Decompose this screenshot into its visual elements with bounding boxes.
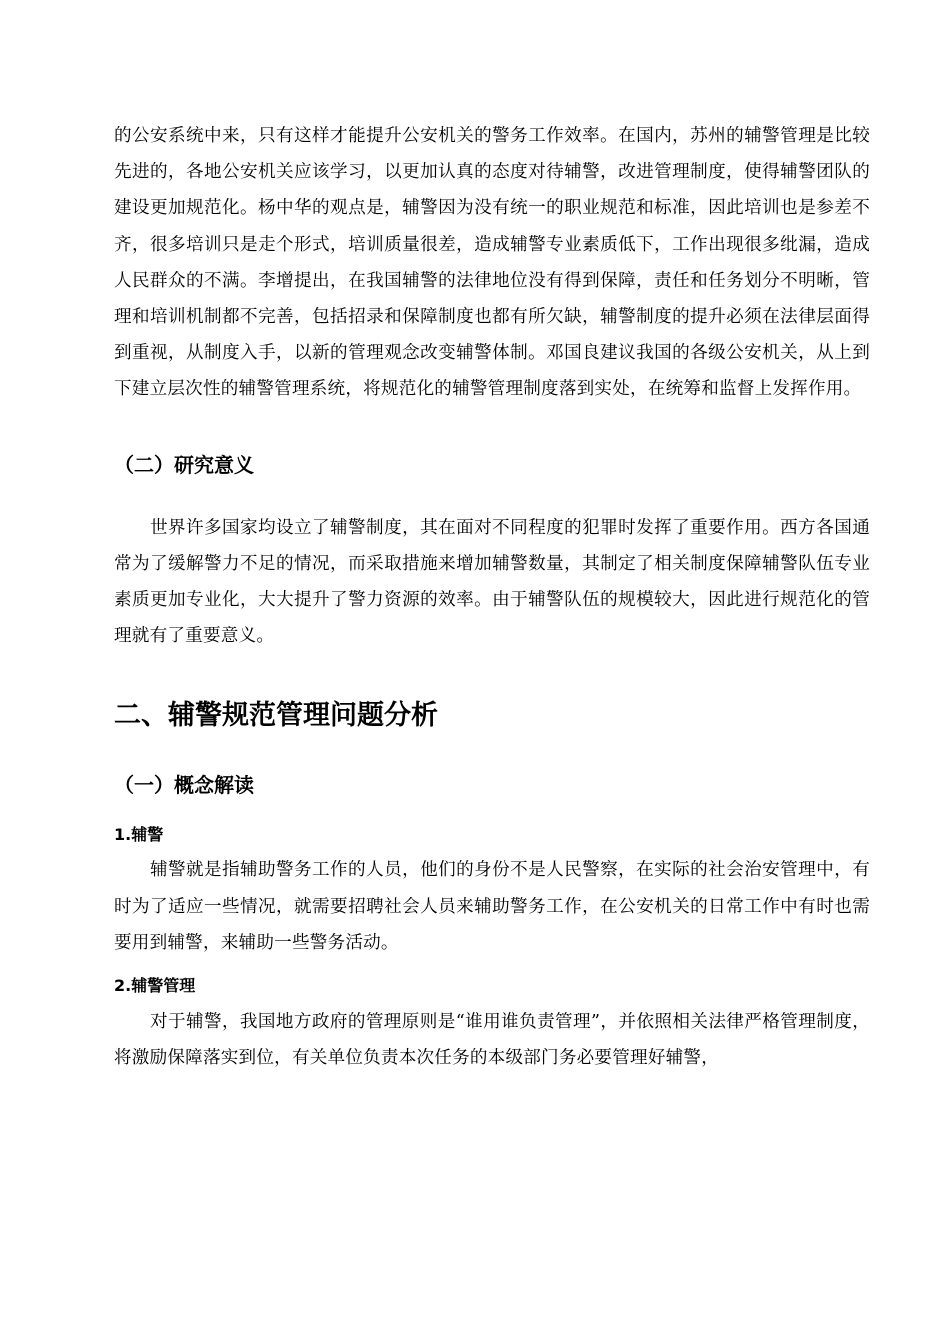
heading-item-auxiliary-police-management: 2.辅警管理 <box>114 976 196 996</box>
heading-research-significance: （二）研究意义 <box>114 452 254 477</box>
heading-concept: （一）概念解读 <box>114 773 254 798</box>
paragraph-auxiliary-police-management: 对于辅警，我国地方政府的管理原则是“谁用谁负责管理”，并依照相关法律严格管理制度，将激励保障落实到位，有关单位负责本次任务的本级部门务必要管理好辅警， <box>114 1012 870 1069</box>
paragraph-auxiliary-police-definition: 辅警就是指辅助警务工作的人员，他们的身份不是人民警察，在实际的社会治安管理中，有时为了适应一些情况，就需要招聘社会人员来辅助警务工作，在公安机关的日常工作中有时也需要用到辅警，来辅助一些警务活动。 <box>114 860 870 953</box>
heading-section-two: 二、辅警规范管理问题分析 <box>114 700 438 732</box>
document-page <box>114 118 870 1076</box>
paragraph-research-significance: 世界许多国家均设立了辅警制度，其在面对不同程度的犯罪时发挥了重要作用。西方各国通常为了缓解警力不足的情况，而采取措施来增加辅警数量，其制定了相关制度保障辅警队伍专业素质更加专业化，大大提升了警力资源的效率。由于辅警队伍的规模较大，因此进行规范化的管理就有了重要意义。 <box>114 517 870 647</box>
heading-item-auxiliary-police: 1.辅警 <box>114 825 164 845</box>
paragraph-literature-review: 的公安系统中来，只有这样才能提升公安机关的警务工作效率。在国内，苏州的辅警管理是比较先进的，各地公安机关应该学习，以更加认真的态度对待辅警，改进管理制度，使得辅警团队的建设更加规范化。杨中华的观点是，辅警因为没有统一的职业规范和标准，因此培训也是参差不齐，很多培训只是走个形式，培训质量很差，造成辅警专业素质低下，工作出现很多纰漏，造成人民群众的不满。李增提出，在我国辅警的法律地位没有得到保障，责任和任务划分不明晰，管理和培训机制都不完善，包括招录和保障制度也都有所欠缺，辅警制度的提升必须在法律层面得到重视，从制度入手，以新的管理观念改变辅警体制。邓国良建议我国的各级公安机关，从上到下建立层次性的辅警管理系统，将规范化的辅警管理制度落到实处，在统筹和监督上发挥作用。 <box>114 126 870 400</box>
